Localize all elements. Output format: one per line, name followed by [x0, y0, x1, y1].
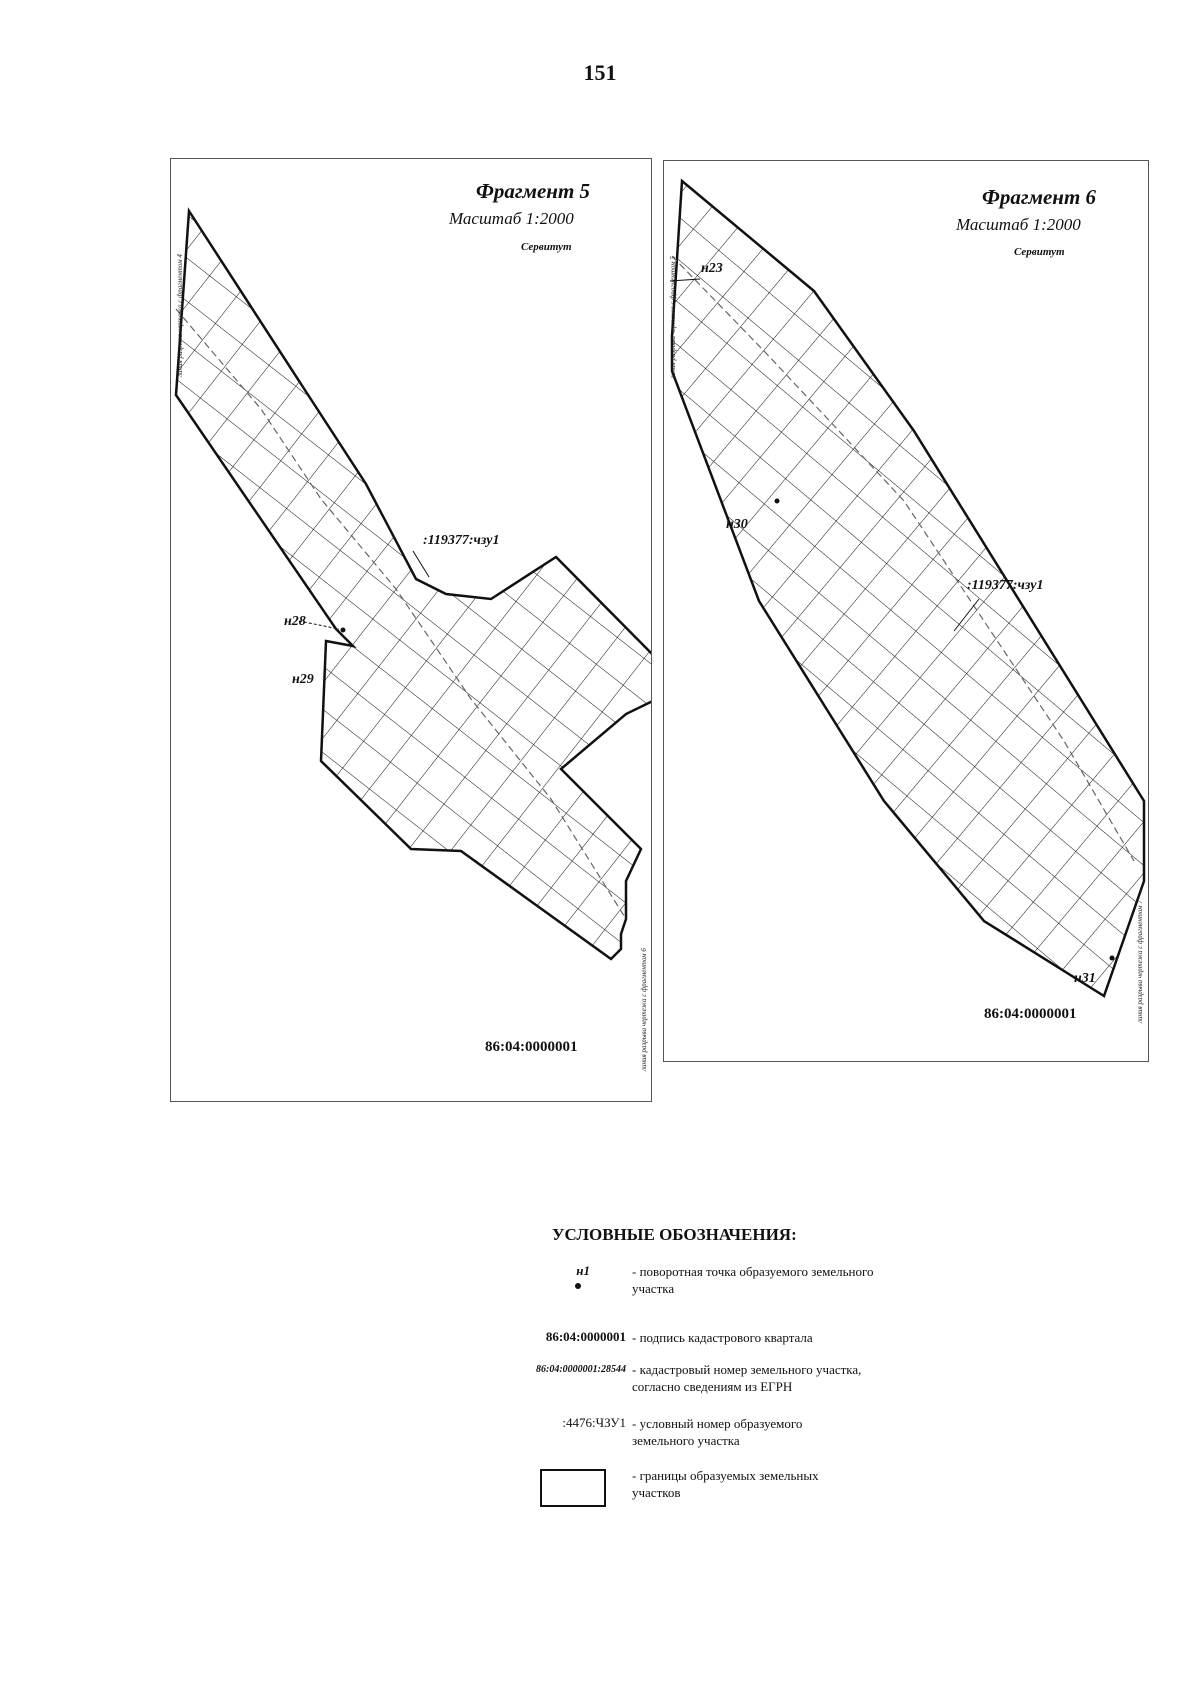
parcel-boundary-5 — [176, 211, 651, 959]
cadastral-quarter-label: 86:04:0000001 — [984, 1006, 1077, 1022]
legend-item-boundary — [480, 1467, 940, 1509]
legend-symbol: 86:04:0000001:28544 — [536, 1364, 626, 1375]
fragment-5-map — [170, 158, 652, 1102]
legend-symbol: н1 — [576, 1263, 590, 1278]
point-dot-icon — [575, 1283, 581, 1289]
sheet-break-note-top: линия разрыва чертежа с фрагментом 5 — [669, 256, 677, 379]
servitude-label: Сервитут — [521, 241, 572, 253]
legend-symbol: :4476:ЧЗУ1 — [562, 1415, 626, 1430]
fragment-6-drawing — [664, 161, 1148, 1061]
legend-description: - подпись кадастрового квартала — [632, 1330, 813, 1345]
point-label-n23: н23 — [701, 261, 723, 276]
point-marker-n28 — [341, 628, 346, 633]
servitude-label: Сервитут — [1014, 246, 1065, 258]
legend-item-cadastral-number — [480, 1361, 940, 1401]
fragment-scale: Масштаб 1:2000 — [449, 209, 574, 228]
fragment-title: Фрагмент 5 — [476, 179, 591, 203]
legend-description: - условный номер образуемого земельного участка — [632, 1416, 803, 1448]
leader-parcel-5 — [413, 551, 429, 577]
boundary-swatch-icon — [540, 1469, 606, 1507]
cadastral-quarter-label: 86:04:0000001 — [485, 1039, 578, 1055]
parcel-label: :119377:чзу1 — [423, 533, 500, 548]
legend-item-point — [480, 1263, 940, 1307]
fragment-6-map — [663, 160, 1149, 1062]
sheet-break-note-bottom: линия разрыва чертежа с фрагментом 6 — [640, 948, 648, 1071]
page-number: 151 — [583, 60, 617, 85]
fragment-scale: Масштаб 1:2000 — [956, 215, 1081, 234]
parcel-label: :119377:чзу1 — [967, 578, 1044, 593]
parcel-boundary-6 — [672, 181, 1144, 996]
legend-symbol: 86:04:0000001 — [545, 1329, 626, 1344]
fragment-5-drawing — [171, 159, 651, 1101]
point-label-n29: н29 — [292, 672, 314, 687]
point-marker-n30 — [775, 499, 780, 504]
legend-title: УСЛОВНЫЕ ОБОЗНАЧЕНИЯ: — [552, 1225, 797, 1244]
point-label-n31: н31 — [1074, 971, 1096, 986]
sheet-break-note-bottom: линия разрыва чертежа с фрагментом 7 — [1136, 900, 1144, 1023]
point-label-n28: н28 — [284, 614, 306, 629]
sheet-break-note-top: линия разрыва чертежа с фрагментом 4 — [176, 254, 184, 377]
fragment-title: Фрагмент 6 — [982, 185, 1097, 209]
legend-description: - поворотная точка образуемого земельного участка — [632, 1264, 874, 1296]
legend-item-quarter — [480, 1329, 940, 1349]
point-label-n30: н30 — [726, 517, 748, 532]
legend-description: - кадастровый номер земельного участка, согласно сведениям из ЕГРН — [632, 1362, 862, 1394]
legend-description: - границы образуемых земельных участков — [632, 1468, 819, 1500]
legend-item-conditional-number — [480, 1415, 940, 1455]
point-marker-n31 — [1110, 956, 1115, 961]
